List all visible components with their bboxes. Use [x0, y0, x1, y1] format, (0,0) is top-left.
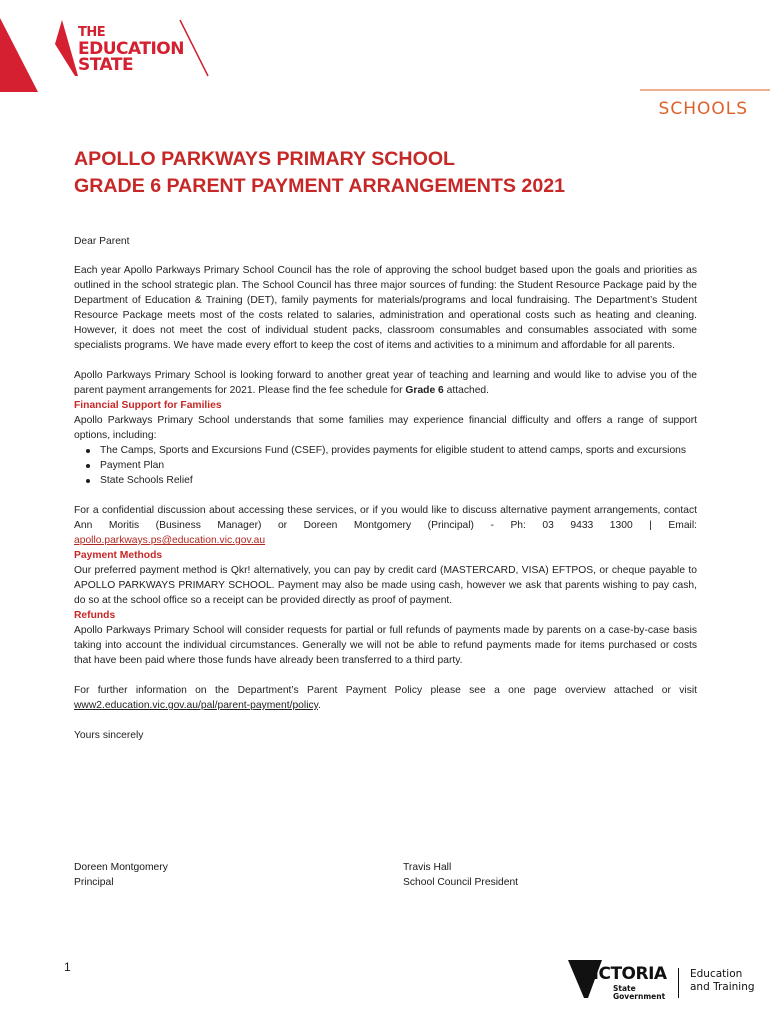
policy-link[interactable]: www2.education.vic.gov.au/pal/parent-payment/policy [74, 700, 319, 711]
education-state-logo [78, 25, 184, 73]
fee-paragraph-end: attached. [443, 385, 490, 396]
logo-divider [678, 968, 679, 998]
refunds-heading: Refunds [74, 610, 116, 621]
signature-name: Travis Hall [403, 862, 452, 873]
schools-label: SCHOOLS [658, 99, 748, 119]
logo-red-shape [55, 20, 78, 76]
financial-support-heading: Financial Support for Families [74, 400, 222, 411]
victoria-government-logo [566, 956, 756, 1002]
policy-end: . [318, 700, 321, 711]
title-line-1: APOLLO PARKWAYS PRIMARY SCHOOL [74, 148, 456, 170]
list-item: State Schools Relief [100, 473, 697, 488]
department-label [690, 968, 755, 994]
logo-line-1: THE [78, 25, 106, 40]
greeting: Dear Parent [74, 236, 130, 247]
intro-paragraph: Each year Apollo Parkways Primary School Council has the role of approving the school budget based upon the goals and priorities as outlined in the school strategic plan. The School Council has three major sources of funding: the Student Resource Package paid by the Department of Education & Training (DET), family payments for materials/programs and local fundraising. The Department’s Student Resource Package meets most of the costs related to salaries, administration and operational costs such as heating and cleaning. However, it does not meet the cost of individual student packs, classroom consumables and consumables associated with some specialists programs. We have made every effort to keep the cost of items and activities to a minimum and affordable for all parents. [74, 265, 697, 351]
financial-support-text: Apollo Parkways Primary School understands that some families may experience financial difficulty and offers a range of support options, including: [74, 415, 697, 441]
state-label: State [613, 984, 636, 993]
government-label: Government [613, 992, 666, 1001]
department-line-2: and Training [690, 981, 755, 993]
list-item: Payment Plan [100, 458, 697, 473]
list-item: The Camps, Sports and Excursions Fund (CSEF), provides payments for eligible student to attend camps, sports and excursions [100, 443, 697, 458]
contact-email-link[interactable]: apollo.parkways.ps@education.vic.gov.au [74, 535, 266, 546]
title-line-2: GRADE 6 PARENT PAYMENT ARRANGEMENTS 2021 [74, 175, 566, 197]
payment-methods-text: Our preferred payment method is Qkr! alternatively, you can pay by credit card (MASTERCARD, VISA) EFTPOS, or cheque payable to APOLLO PARKWAYS PRIMARY SCHOOL. Payment may also be made using cash, however we ask that parents wishing to pay cash, do so at the school office so a receipt can be provided directly as proof of payment. [74, 565, 697, 606]
policy-text: For further information on the Department’s Parent Payment Policy please see a one page overview attached or visit [74, 685, 697, 696]
payment-methods-heading: Payment Methods [74, 550, 163, 561]
page-number: 1 [64, 960, 71, 974]
letter-body [74, 234, 697, 743]
red-corner-shape [0, 18, 38, 92]
support-options-list [74, 443, 697, 488]
signature-principal [74, 860, 168, 890]
victoria-wordmark: VICTORIA [580, 964, 667, 984]
page-title [74, 146, 714, 200]
contact-paragraph [74, 503, 697, 548]
signature-name: Doreen Montgomery [74, 862, 168, 873]
signature-role: School Council President [403, 877, 519, 888]
page-header [0, 0, 770, 130]
department-line-1: Education [690, 968, 743, 980]
refunds-text: Apollo Parkways Primary School will consider requests for partial or full refunds of payments made by parents on a case-by-case basis taking into account the individual circumstances. Generally we will not be able to refund payments made for items purchased or costs that have been paid where those funds have already been transferred to a third party. [74, 625, 697, 666]
closing: Yours sincerely [74, 730, 144, 741]
logo-diagonal-line [180, 20, 208, 76]
logo-line-3: STATE [78, 55, 134, 75]
fee-paragraph-start: Apollo Parkways Primary School is looking forward to another great year of teaching and learning and would like to advise you of the parent payment arrangements for 2021. Please find the fee schedule for [74, 370, 697, 396]
grade-label: Grade 6 [405, 385, 444, 396]
signature-president [403, 860, 518, 890]
fee-paragraph [74, 368, 697, 398]
signature-role: Principal [74, 877, 114, 888]
state-government-label [613, 985, 665, 1001]
contact-text: For a confidential discussion about accessing these services, or if you would like to discuss alternative payment arrangements, contact Ann Moritis (Business Manager) or Doreen Montgomery (Principal) - Ph: 03 9433 1300 | Email: [74, 505, 697, 531]
policy-paragraph [74, 683, 697, 713]
logo-line-2: EDUCATION [78, 39, 184, 59]
